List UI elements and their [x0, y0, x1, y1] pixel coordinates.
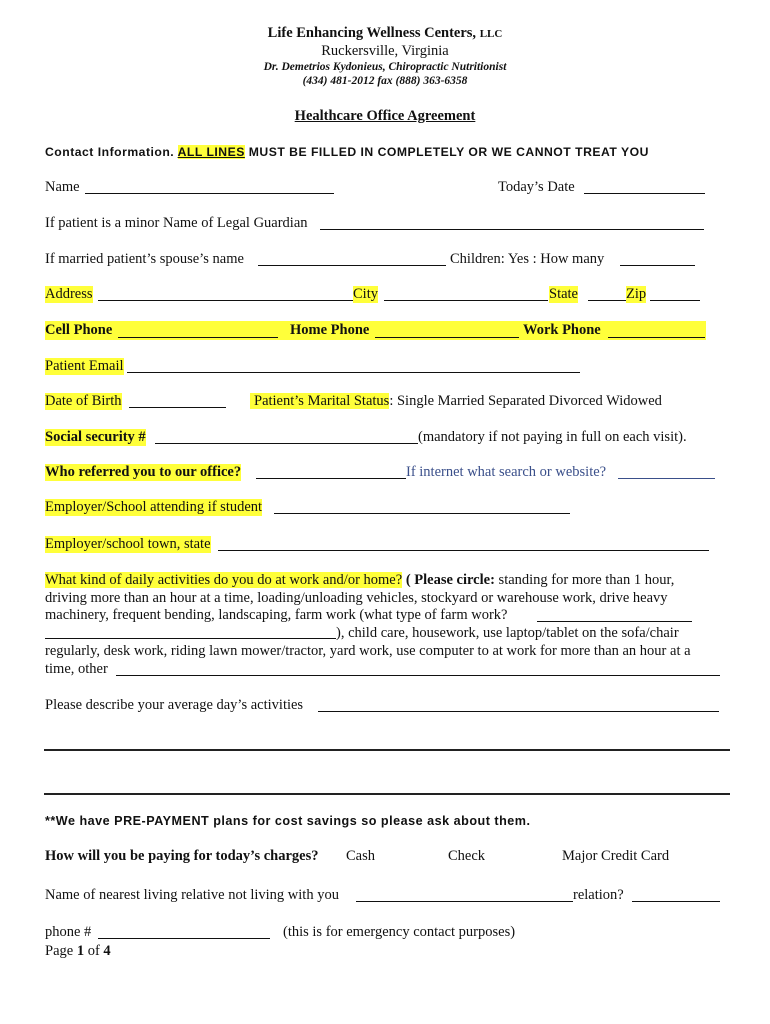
- address-field[interactable]: [98, 300, 353, 301]
- zip-label: Zip: [626, 286, 647, 302]
- spouse-field[interactable]: [258, 265, 446, 266]
- phone-label: phone #: [45, 924, 92, 940]
- contact-prefix: Contact Information.: [45, 145, 175, 159]
- home-phone-field[interactable]: [375, 337, 519, 338]
- phone-field[interactable]: [98, 938, 270, 939]
- employer-town-field[interactable]: [218, 550, 709, 551]
- todays-date-label: Today’s Date: [498, 179, 575, 195]
- guardian-field[interactable]: [320, 229, 704, 230]
- relative-field[interactable]: [356, 901, 573, 902]
- page-of: of: [87, 943, 100, 959]
- relative-label: Name of nearest living relative not living with you: [45, 887, 339, 903]
- doc-title: Healthcare Office Agreement: [294, 108, 476, 124]
- org-name: [0, 25, 770, 42]
- payment-cash[interactable]: Cash: [346, 848, 375, 864]
- activities-line-3: machinery, frequent bending, landscaping, farm work (what type of farm work?: [45, 607, 508, 623]
- payment-check[interactable]: Check: [448, 848, 486, 864]
- other-activities-field[interactable]: [116, 675, 720, 676]
- referral-field[interactable]: [256, 478, 406, 479]
- cell-phone-label: Cell Phone: [45, 322, 113, 338]
- page-current: 1: [76, 943, 85, 959]
- marital-status: [250, 393, 662, 410]
- prepayment-note: **We have PRE-PAYMENT plans for cost savings so please ask about them.: [45, 814, 531, 828]
- internet-label: If internet what search or website?: [406, 464, 607, 480]
- phone-line: (434) 481-2012 fax (888) 363-6358: [302, 75, 468, 87]
- dob-label: Date of Birth: [45, 393, 122, 409]
- org-suffix: LLC: [479, 28, 503, 40]
- average-day-field[interactable]: [318, 711, 719, 712]
- ssn-note: (mandatory if not paying in full on each visit).: [418, 429, 687, 445]
- zip-field[interactable]: [650, 300, 700, 301]
- work-phone-label: Work Phone: [523, 322, 601, 338]
- doctor-line: Dr. Demetrios Kydonieus, Chiropractic Nutritionist: [263, 61, 507, 73]
- work-phone-field[interactable]: [608, 337, 705, 338]
- employer-town-label: Employer/school town, state: [45, 536, 211, 552]
- all-lines-highlight: ALL LINES: [177, 145, 245, 159]
- activities-line-2: driving more than an hour at a time, loading/unloading vehicles, stockyard or warehouse work, drive heavy: [45, 590, 668, 606]
- page-number: [45, 943, 111, 960]
- address-label: Address: [45, 286, 93, 302]
- email-label: Patient Email: [45, 358, 124, 374]
- average-day-label: Please describe your average day’s activities: [45, 697, 304, 713]
- page-prefix: Page: [45, 943, 74, 959]
- cell-phone-field[interactable]: [118, 337, 278, 338]
- payment-credit-card[interactable]: Major Credit Card: [562, 848, 670, 864]
- activities-line-5: regularly, desk work, riding lawn mower/tractor, yard work, use computer to at work for more than an hour at a: [45, 643, 691, 659]
- payment-question: How will you be paying for today’s charges?: [45, 848, 319, 864]
- location: Ruckersville, Virginia: [321, 43, 449, 59]
- activities-line-4: ), child care, housework, use laptop/tablet on the sofa/chair: [336, 625, 679, 641]
- page-total: 4: [103, 943, 111, 959]
- name-label: Name: [45, 179, 80, 195]
- referral-label: Who referred you to our office?: [45, 464, 242, 480]
- farm-work-field[interactable]: [537, 621, 692, 622]
- guardian-label: If patient is a minor Name of Legal Guardian: [45, 215, 308, 231]
- contact-notice: [45, 145, 649, 159]
- activities-line-1: [45, 572, 674, 589]
- home-phone-label: Home Phone: [290, 322, 370, 338]
- children-label: Children: Yes : How many: [450, 251, 605, 267]
- children-count-field[interactable]: [620, 265, 695, 266]
- employer-field[interactable]: [274, 513, 570, 514]
- contact-suffix: MUST BE FILLED IN COMPLETELY OR WE CANNOT TREAT YOU: [248, 145, 649, 159]
- activities-question: What kind of daily activities do you do at work and/or home?: [45, 572, 403, 588]
- relation-field[interactable]: [632, 901, 720, 902]
- activities-circle: ( Please circle:: [405, 572, 495, 588]
- ssn-label: Social security #: [45, 429, 146, 445]
- marital-options[interactable]: : Single Married Separated Divorced Widowed: [389, 393, 662, 409]
- ssn-field[interactable]: [155, 443, 418, 444]
- average-day-field-line-3[interactable]: [44, 793, 730, 795]
- farm-work-field-cont[interactable]: [45, 638, 336, 639]
- activities-line-6: time, other: [45, 661, 108, 677]
- dob-field[interactable]: [129, 407, 226, 408]
- employer-label: Employer/School attending if student: [45, 499, 263, 515]
- org-name-text: Life Enhancing Wellness Centers,: [267, 25, 477, 41]
- spouse-label: If married patient’s spouse’s name: [45, 251, 244, 267]
- state-label: State: [549, 286, 578, 302]
- todays-date-field[interactable]: [584, 193, 705, 194]
- city-label: City: [353, 286, 378, 302]
- activities-line1-rest: standing for more than 1 hour,: [494, 572, 675, 588]
- relation-label: relation?: [573, 887, 624, 903]
- average-day-field-line-2[interactable]: [44, 749, 730, 751]
- internet-field[interactable]: [618, 478, 715, 479]
- city-field[interactable]: [384, 300, 548, 301]
- name-field[interactable]: [85, 193, 334, 194]
- email-field[interactable]: [127, 372, 580, 373]
- marital-label: Patient’s Marital Status: [250, 393, 389, 409]
- state-field[interactable]: [588, 300, 626, 301]
- phone-note: (this is for emergency contact purposes): [283, 924, 516, 940]
